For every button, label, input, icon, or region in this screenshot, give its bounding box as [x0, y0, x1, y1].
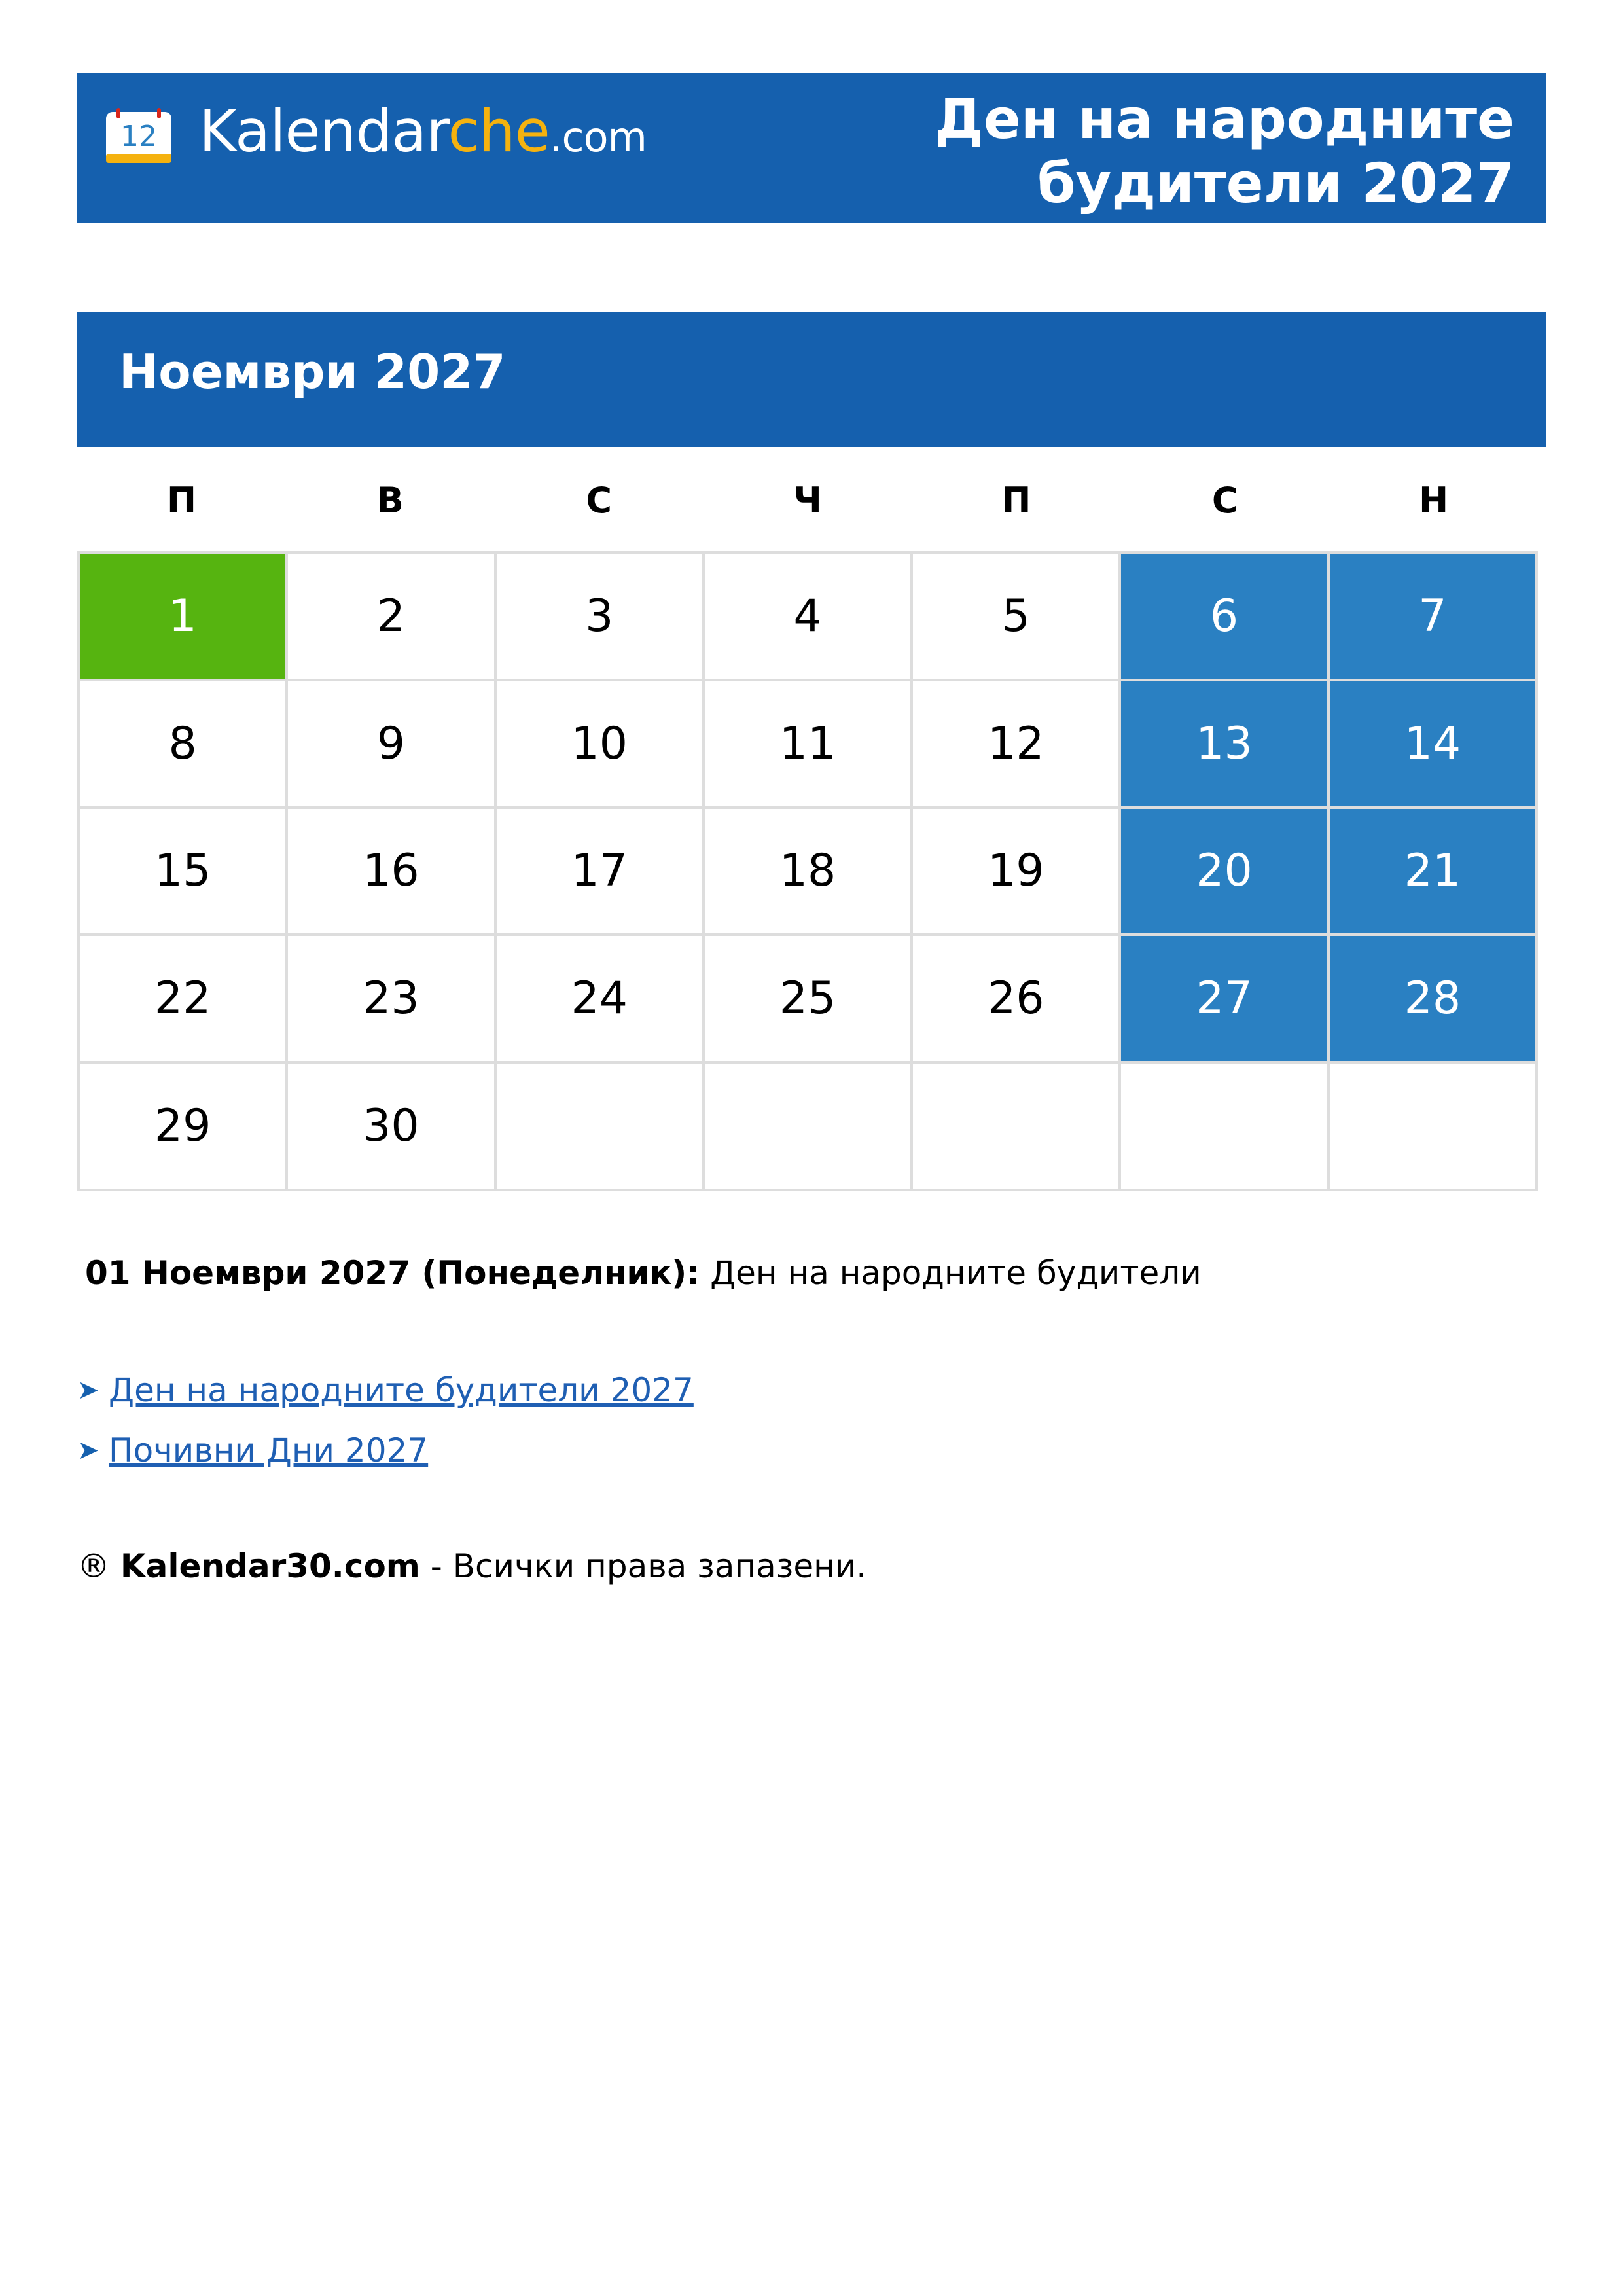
- weekday-label: П: [166, 480, 197, 521]
- calendar-day-cell: 17: [497, 809, 705, 937]
- month-header: [77, 312, 1546, 447]
- holiday-note: [85, 1254, 1202, 1292]
- empty-day-cell: [1330, 1064, 1538, 1191]
- calendar-day-cell: 20: [1121, 809, 1329, 937]
- footer: [77, 1547, 866, 1585]
- holiday-name: Ден на народните будители: [710, 1254, 1202, 1292]
- empty-day-cell: [497, 1064, 705, 1191]
- arrow-right-icon: ➤: [77, 1435, 99, 1465]
- weekday-label: С: [1211, 480, 1238, 521]
- calendar-day-cell: 13: [1121, 681, 1329, 809]
- weekday-label: П: [1001, 480, 1031, 521]
- calendar-day-cell: 9: [288, 681, 496, 809]
- holiday-date: 01 Ноември 2027 (Понеделник):: [85, 1254, 700, 1292]
- calendar-day-cell: 2: [288, 554, 496, 681]
- calendar-day-cell: 24: [497, 936, 705, 1064]
- month-title: Ноември 2027: [119, 344, 506, 399]
- calendar-day-cell: 12: [913, 681, 1121, 809]
- calendar-day-cell: 30: [288, 1064, 496, 1191]
- weekday-label: Н: [1418, 480, 1449, 521]
- empty-day-cell: [705, 1064, 913, 1191]
- calendar-day-cell: 29: [80, 1064, 288, 1191]
- arrow-right-icon: ➤: [77, 1375, 99, 1405]
- calendar-day-cell: 15: [80, 809, 288, 937]
- calendar-day-cell: 1: [80, 554, 288, 681]
- calendar-day-cell: 19: [913, 809, 1121, 937]
- site-logo[interactable]: Kalendarche.com: [199, 98, 647, 165]
- calendar-grid: [77, 551, 1538, 1191]
- calendar-day-cell: 23: [288, 936, 496, 1064]
- empty-day-cell: [1121, 1064, 1329, 1191]
- calendar-day-cell: 7: [1330, 554, 1538, 681]
- weekday-row: [77, 471, 1538, 530]
- calendar-day-cell: 16: [288, 809, 496, 937]
- footer-text: - Всички права запазени.: [430, 1547, 867, 1585]
- calendar-day-cell: 3: [497, 554, 705, 681]
- calendar-day-cell: 11: [705, 681, 913, 809]
- weekday-label: В: [376, 480, 404, 521]
- weekday-label: С: [586, 480, 612, 521]
- page-header: [77, 73, 1546, 223]
- link-days-off-2027[interactable]: Почивни Дни 2027: [109, 1431, 429, 1469]
- related-links: [77, 1360, 694, 1480]
- footer-brand: Kalendar30.com: [120, 1547, 420, 1585]
- link-item: [77, 1360, 694, 1420]
- calendar-day-cell: 26: [913, 936, 1121, 1064]
- calendar-day-cell: 5: [913, 554, 1121, 681]
- calendar-day-cell: 22: [80, 936, 288, 1064]
- calendar-day-cell: 14: [1330, 681, 1538, 809]
- link-holiday-2027[interactable]: Ден на народните будители 2027: [109, 1371, 694, 1409]
- page-title: Ден на народните будители 2027: [935, 87, 1514, 215]
- calendar-day-cell: 8: [80, 681, 288, 809]
- weekday-label: Ч: [793, 480, 822, 521]
- calendar-logo-icon: [105, 108, 173, 164]
- calendar-day-cell: 18: [705, 809, 913, 937]
- calendar-day-cell: 10: [497, 681, 705, 809]
- registered-symbol: ®: [77, 1547, 110, 1585]
- calendar-day-cell: 6: [1121, 554, 1329, 681]
- calendar-day-cell: 27: [1121, 936, 1329, 1064]
- link-item: [77, 1420, 694, 1480]
- calendar-day-cell: 28: [1330, 936, 1538, 1064]
- svg-text:12: 12: [120, 120, 157, 153]
- empty-day-cell: [913, 1064, 1121, 1191]
- calendar-day-cell: 4: [705, 554, 913, 681]
- calendar-day-cell: 25: [705, 936, 913, 1064]
- calendar-day-cell: 21: [1330, 809, 1538, 937]
